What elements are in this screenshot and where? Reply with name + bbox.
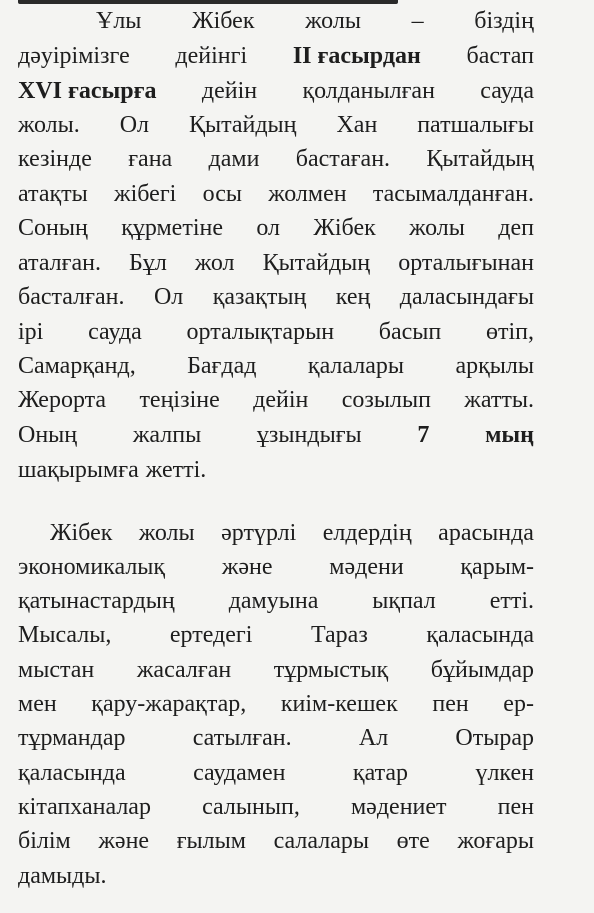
word: үлкен	[475, 760, 534, 786]
word: басталған.	[18, 284, 125, 310]
word: II ғасырдан	[292, 43, 421, 69]
word: жатты.	[464, 387, 534, 413]
word: жасалған	[136, 657, 232, 683]
word: орталығынан	[398, 250, 534, 276]
word: Жібек	[192, 8, 255, 34]
text-line	[18, 827, 534, 855]
word: Ұлы	[96, 8, 142, 34]
word: жоғары	[457, 828, 534, 854]
word: арқылы	[455, 353, 534, 379]
word: жолы	[409, 215, 465, 241]
word: ірі	[18, 319, 44, 345]
word: жалпы	[132, 422, 202, 448]
word: Жерорта	[18, 387, 107, 413]
word: 7	[417, 422, 430, 448]
word: орталықтарын	[186, 319, 335, 345]
text-line	[18, 656, 534, 684]
word: аталған.	[18, 250, 101, 276]
word: шақырымға	[18, 457, 139, 483]
word: Отырар	[455, 725, 534, 751]
word: пен	[432, 691, 469, 717]
word: ықпал	[372, 588, 436, 614]
text-line	[18, 759, 534, 787]
word: ер-	[503, 691, 534, 717]
word: дейін	[201, 78, 258, 104]
word: елдердің	[322, 520, 412, 546]
word: саудамен	[193, 760, 286, 786]
word: қалалары	[307, 353, 405, 379]
word: бастап	[466, 43, 534, 69]
word: құрметіне	[121, 215, 223, 241]
text-line	[18, 793, 534, 821]
word: ертедегі	[169, 622, 253, 648]
word: тасымалданған.	[372, 181, 534, 207]
word: созылып	[341, 387, 431, 413]
word: қатар	[352, 760, 409, 786]
text-line	[18, 214, 534, 242]
word: Ол	[153, 284, 184, 310]
text-line	[18, 352, 534, 380]
word: сауда	[480, 78, 534, 104]
word: біздің	[474, 8, 534, 34]
word: білім	[18, 828, 71, 854]
word: дами	[208, 146, 260, 172]
text-line	[18, 283, 534, 311]
word: жібегі	[114, 181, 177, 207]
word: сауда	[88, 319, 142, 345]
word: мың	[485, 422, 534, 448]
word: дәуірімізге	[18, 43, 130, 69]
text-line	[18, 249, 534, 277]
word: тұрмандар	[18, 725, 126, 751]
word: Қытайдың	[262, 250, 371, 276]
word: және	[98, 828, 150, 854]
word: жолы	[305, 8, 361, 34]
word: Жібек	[50, 520, 113, 546]
word: мәдени	[329, 554, 404, 580]
word: арасында	[438, 520, 534, 546]
word: қарым-	[460, 554, 534, 580]
word: қатынастардың	[18, 588, 175, 614]
word: жетті.	[145, 457, 207, 483]
word: Самарқанд,	[18, 353, 136, 379]
text-line	[96, 7, 534, 35]
word: Бұл	[129, 250, 167, 276]
text-line	[18, 862, 534, 890]
word: атақты	[18, 181, 88, 207]
word: кітапханалар	[18, 794, 151, 820]
text-line	[18, 621, 534, 649]
word: мыстан	[18, 657, 95, 683]
word: мәдениет	[350, 794, 447, 820]
text-line	[18, 553, 534, 581]
word: Қытайдың	[188, 112, 297, 138]
word: салалары	[273, 828, 369, 854]
word: экономикалық	[18, 554, 166, 580]
word: Тараз	[310, 622, 368, 648]
text-line	[18, 587, 534, 615]
text-line	[18, 180, 534, 208]
word: етті.	[489, 588, 534, 614]
word: әртүрлі	[221, 520, 297, 546]
word: мен	[18, 691, 57, 717]
text-line	[18, 690, 534, 718]
word: тұрмыстық	[273, 657, 389, 683]
text-line	[18, 77, 534, 105]
word: Оның	[18, 422, 78, 448]
word: ғылым	[176, 828, 246, 854]
word: пен	[497, 794, 534, 820]
word: Мысалы,	[18, 622, 112, 648]
word: XVI ғасырға	[18, 78, 157, 104]
word: Ол	[119, 112, 150, 138]
text-line	[18, 145, 534, 173]
word: даласындағы	[399, 284, 534, 310]
word: қаласында	[426, 622, 534, 648]
word: салынып,	[202, 794, 300, 820]
word: кең	[335, 284, 371, 310]
word: жолы	[138, 520, 195, 546]
word: патшалығы	[417, 112, 534, 138]
text-line	[18, 724, 534, 752]
word: және	[221, 554, 273, 580]
word: Ал	[358, 725, 389, 751]
word: деп	[498, 215, 534, 241]
word: өте	[396, 828, 430, 854]
text-line	[50, 519, 534, 547]
word: Жібек	[313, 215, 376, 241]
word: теңізіне	[139, 387, 220, 413]
word: –	[411, 8, 424, 34]
word: бастаған.	[295, 146, 391, 172]
text-line	[18, 42, 534, 70]
word: қару-жарақтар,	[91, 691, 247, 717]
word: бұйымдар	[430, 657, 534, 683]
word: жолмен	[268, 181, 347, 207]
word: Хан	[336, 112, 378, 138]
word: өтіп,	[486, 319, 534, 345]
word: дейінгі	[175, 43, 248, 69]
word: ұзындығы	[256, 422, 362, 448]
text-line	[18, 421, 534, 449]
word: жол	[194, 250, 235, 276]
cropped-text-line	[18, 0, 398, 4]
word: Соның	[18, 215, 88, 241]
text-line	[18, 386, 534, 414]
word: кезінде	[18, 146, 92, 172]
word: қазақтың	[212, 284, 307, 310]
word: киім-кешек	[280, 691, 398, 717]
word: дамыды.	[18, 863, 107, 889]
text-line	[18, 318, 534, 346]
text-line	[18, 456, 534, 484]
text-line	[18, 111, 534, 139]
word: ғана	[128, 146, 173, 172]
word: дамуына	[228, 588, 319, 614]
word: қаласында	[18, 760, 126, 786]
word: қолданылған	[302, 78, 435, 104]
word: жолы.	[18, 112, 80, 138]
word: басып	[378, 319, 442, 345]
word: осы	[202, 181, 242, 207]
word: ол	[256, 215, 281, 241]
word: Қытайдың	[426, 146, 534, 172]
word: сатылған.	[192, 725, 292, 751]
word: Бағдад	[187, 353, 257, 379]
word: дейін	[253, 387, 309, 413]
